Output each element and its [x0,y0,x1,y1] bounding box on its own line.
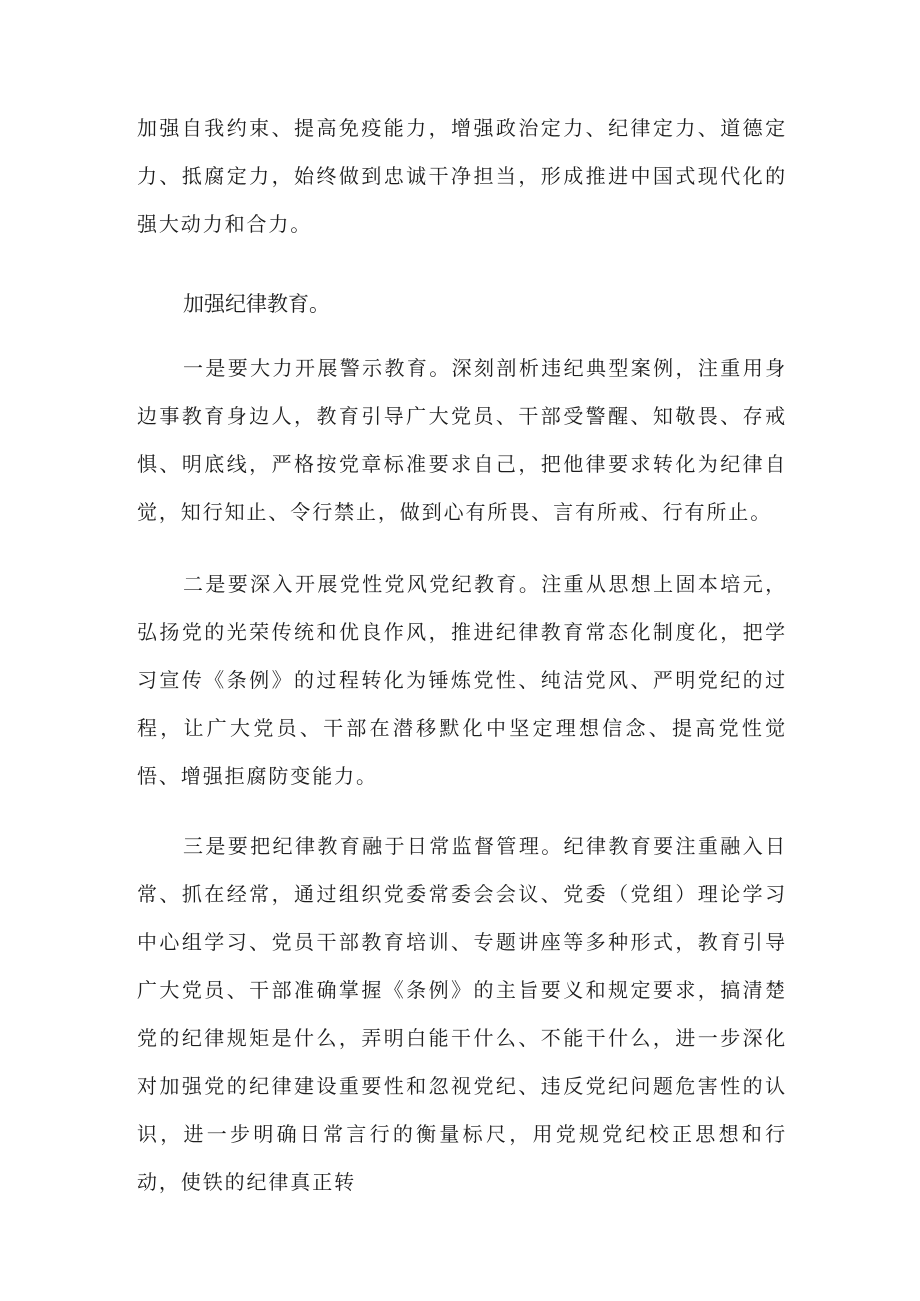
paragraph-daily-supervision: 三是要把纪律教育融于日常监督管理。纪律教育要注重融入日常、抓在经常，通过组织党委常委会会议、党委（党组）理论学习中心组学习、党员干部教育培训、专题讲座等多种形式，教育引导广大党员、干部准确掌握《条例》的主旨要义和规定要求，搞清楚党的纪律规矩是什么，弄明白能干什么、不能干什么，进一步深化对加强党的纪律建设重要性和忽视党纪、违反党纪问题危害性的认识，进一步明确日常言行的衡量标尺，用党规党纪校正思想和行动，使铁的纪律真正转 [137,834,787,1194]
section-heading: 加强纪律教育。 [183,292,330,316]
paragraph-party-conduct-education: 二是要深入开展党性党风党纪教育。注重从思想上固本培元，弘扬党的光荣传统和优良作风，推进纪律教育常态化制度化，把学习宣传《条例》的过程转化为锤炼党性、纯洁党风、严明党纪的过程，让广大党员、干部在潜移默化中坚定理想信念、提高党性觉悟、增强拒腐防变能力。 [137,572,787,788]
intro-paragraph: 加强自我约束、提高免疫能力，增强政治定力、纪律定力、道德定力、抵腐定力，始终做到忠诚干净担当，形成推进中国式现代化的强大动力和合力。 [137,116,787,236]
paragraph-warning-education: 一是要大力开展警示教育。深刻剖析违纪典型案例，注重用身边事教育身边人，教育引导广大党员、干部受警醒、知敬畏、存戒惧、明底线，严格按党章标准要求自己，把他律要求转化为纪律自觉，知行知止、令行禁止，做到心有所畏、言有所戒、行有所止。 [137,356,787,524]
